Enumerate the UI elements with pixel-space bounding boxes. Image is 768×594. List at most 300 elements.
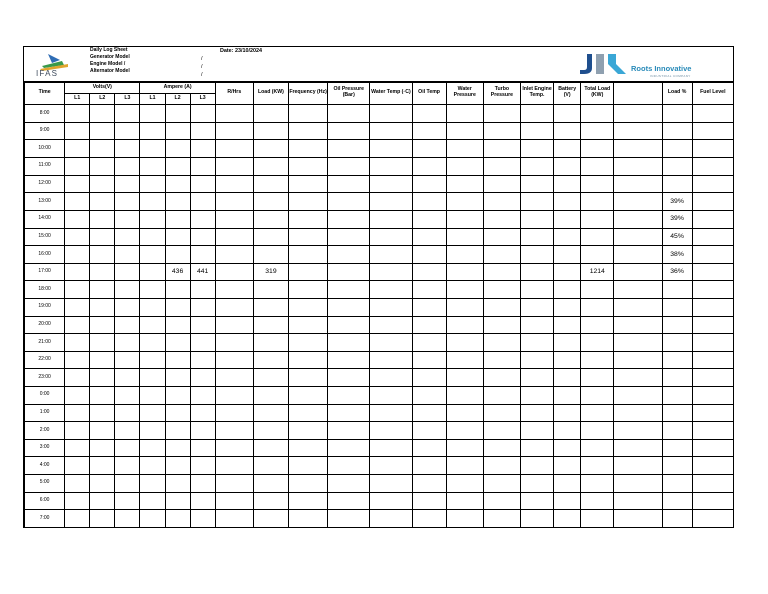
cell-load-kw[interactable] (253, 281, 288, 299)
cell-total-load[interactable] (581, 510, 614, 528)
cell-oil-temp[interactable] (412, 457, 446, 475)
cell-v-l1[interactable] (65, 175, 90, 193)
cell-v-l2[interactable] (90, 334, 115, 352)
cell-turbo-pressure[interactable] (483, 404, 520, 422)
cell-water-pressure[interactable] (446, 246, 483, 264)
cell-fuel-level[interactable] (692, 457, 733, 475)
cell-rhrs[interactable] (215, 105, 253, 123)
cell-oil-pressure[interactable] (328, 210, 370, 228)
cell-water-temp[interactable] (370, 334, 412, 352)
cell-battery[interactable] (554, 510, 581, 528)
cell-a-l1[interactable] (140, 422, 165, 440)
cell-blank[interactable] (614, 492, 662, 510)
cell-v-l3[interactable] (115, 228, 140, 246)
cell-oil-pressure[interactable] (328, 122, 370, 140)
cell-frequency[interactable] (289, 175, 328, 193)
cell-v-l2[interactable] (90, 263, 115, 281)
cell-frequency[interactable] (289, 246, 328, 264)
cell-blank[interactable] (614, 158, 662, 176)
cell-water-pressure[interactable] (446, 422, 483, 440)
cell-a-l3[interactable] (190, 228, 215, 246)
cell-a-l2[interactable] (165, 210, 190, 228)
cell-oil-temp[interactable] (412, 228, 446, 246)
cell-total-load[interactable] (581, 193, 614, 211)
cell-a-l2[interactable] (165, 158, 190, 176)
cell-fuel-level[interactable] (692, 386, 733, 404)
cell-v-l2[interactable] (90, 386, 115, 404)
cell-load-pct[interactable] (662, 422, 692, 440)
cell-v-l2[interactable] (90, 316, 115, 334)
cell-fuel-level[interactable] (692, 228, 733, 246)
cell-battery[interactable] (554, 281, 581, 299)
cell-v-l2[interactable] (90, 369, 115, 387)
cell-a-l3[interactable] (190, 475, 215, 493)
cell-battery[interactable] (554, 457, 581, 475)
cell-total-load[interactable] (581, 140, 614, 158)
cell-inlet-engine-temp[interactable] (520, 351, 553, 369)
cell-fuel-level[interactable] (692, 105, 733, 123)
cell-a-l2[interactable] (165, 492, 190, 510)
cell-blank[interactable] (614, 228, 662, 246)
cell-a-l3[interactable] (190, 316, 215, 334)
cell-rhrs[interactable] (215, 158, 253, 176)
cell-v-l1[interactable] (65, 281, 90, 299)
cell-load-pct[interactable]: 39% (662, 210, 692, 228)
cell-a-l3[interactable] (190, 457, 215, 475)
cell-inlet-engine-temp[interactable] (520, 122, 553, 140)
cell-water-temp[interactable] (370, 316, 412, 334)
cell-a-l3[interactable] (190, 193, 215, 211)
cell-fuel-level[interactable] (692, 193, 733, 211)
cell-load-kw[interactable] (253, 510, 288, 528)
cell-a-l1[interactable] (140, 334, 165, 352)
cell-v-l1[interactable] (65, 158, 90, 176)
cell-frequency[interactable] (289, 422, 328, 440)
cell-load-pct[interactable] (662, 510, 692, 528)
cell-fuel-level[interactable] (692, 210, 733, 228)
cell-blank[interactable] (614, 246, 662, 264)
cell-battery[interactable] (554, 246, 581, 264)
cell-v-l3[interactable] (115, 246, 140, 264)
cell-oil-temp[interactable] (412, 439, 446, 457)
cell-oil-pressure[interactable] (328, 193, 370, 211)
cell-battery[interactable] (554, 334, 581, 352)
cell-blank[interactable] (614, 369, 662, 387)
cell-rhrs[interactable] (215, 386, 253, 404)
cell-oil-pressure[interactable] (328, 263, 370, 281)
cell-load-kw[interactable] (253, 404, 288, 422)
cell-load-pct[interactable] (662, 351, 692, 369)
cell-total-load[interactable] (581, 369, 614, 387)
cell-a-l3[interactable] (190, 298, 215, 316)
cell-oil-temp[interactable] (412, 122, 446, 140)
cell-fuel-level[interactable] (692, 263, 733, 281)
cell-fuel-level[interactable] (692, 246, 733, 264)
cell-v-l1[interactable] (65, 351, 90, 369)
cell-a-l2[interactable] (165, 140, 190, 158)
cell-v-l2[interactable] (90, 298, 115, 316)
cell-total-load[interactable] (581, 404, 614, 422)
cell-a-l2[interactable] (165, 422, 190, 440)
cell-frequency[interactable] (289, 298, 328, 316)
cell-oil-pressure[interactable] (328, 158, 370, 176)
cell-v-l3[interactable] (115, 281, 140, 299)
cell-oil-pressure[interactable] (328, 246, 370, 264)
cell-blank[interactable] (614, 422, 662, 440)
cell-a-l2[interactable] (165, 228, 190, 246)
cell-total-load[interactable] (581, 422, 614, 440)
cell-total-load[interactable] (581, 122, 614, 140)
cell-battery[interactable] (554, 404, 581, 422)
cell-a-l1[interactable] (140, 351, 165, 369)
cell-rhrs[interactable] (215, 246, 253, 264)
cell-frequency[interactable] (289, 369, 328, 387)
cell-inlet-engine-temp[interactable] (520, 334, 553, 352)
cell-inlet-engine-temp[interactable] (520, 263, 553, 281)
cell-frequency[interactable] (289, 386, 328, 404)
cell-a-l2[interactable] (165, 281, 190, 299)
cell-a-l1[interactable] (140, 404, 165, 422)
cell-frequency[interactable] (289, 158, 328, 176)
cell-load-pct[interactable] (662, 105, 692, 123)
cell-total-load[interactable] (581, 210, 614, 228)
cell-v-l2[interactable] (90, 175, 115, 193)
cell-total-load[interactable] (581, 316, 614, 334)
cell-oil-temp[interactable] (412, 510, 446, 528)
cell-water-temp[interactable] (370, 281, 412, 299)
cell-v-l2[interactable] (90, 422, 115, 440)
cell-total-load[interactable] (581, 386, 614, 404)
cell-water-temp[interactable] (370, 246, 412, 264)
cell-blank[interactable] (614, 439, 662, 457)
cell-battery[interactable] (554, 351, 581, 369)
cell-oil-temp[interactable] (412, 158, 446, 176)
cell-blank[interactable] (614, 175, 662, 193)
cell-turbo-pressure[interactable] (483, 316, 520, 334)
cell-inlet-engine-temp[interactable] (520, 422, 553, 440)
cell-water-temp[interactable] (370, 193, 412, 211)
cell-a-l2[interactable] (165, 351, 190, 369)
cell-oil-temp[interactable] (412, 210, 446, 228)
cell-oil-temp[interactable] (412, 369, 446, 387)
cell-rhrs[interactable] (215, 351, 253, 369)
cell-a-l2[interactable] (165, 457, 190, 475)
cell-v-l3[interactable] (115, 475, 140, 493)
cell-battery[interactable] (554, 193, 581, 211)
cell-v-l3[interactable] (115, 334, 140, 352)
cell-load-kw[interactable] (253, 246, 288, 264)
cell-rhrs[interactable] (215, 510, 253, 528)
cell-oil-temp[interactable] (412, 422, 446, 440)
cell-oil-temp[interactable] (412, 175, 446, 193)
cell-frequency[interactable] (289, 457, 328, 475)
cell-v-l2[interactable] (90, 228, 115, 246)
cell-battery[interactable] (554, 298, 581, 316)
cell-frequency[interactable] (289, 334, 328, 352)
cell-blank[interactable] (614, 281, 662, 299)
cell-total-load[interactable]: 1214 (581, 263, 614, 281)
cell-v-l3[interactable] (115, 210, 140, 228)
cell-frequency[interactable] (289, 510, 328, 528)
cell-battery[interactable] (554, 492, 581, 510)
cell-a-l3[interactable] (190, 351, 215, 369)
cell-rhrs[interactable] (215, 263, 253, 281)
cell-v-l3[interactable] (115, 298, 140, 316)
cell-battery[interactable] (554, 422, 581, 440)
cell-oil-pressure[interactable] (328, 316, 370, 334)
cell-load-pct[interactable] (662, 492, 692, 510)
cell-v-l2[interactable] (90, 439, 115, 457)
cell-fuel-level[interactable] (692, 140, 733, 158)
cell-fuel-level[interactable] (692, 404, 733, 422)
cell-total-load[interactable] (581, 246, 614, 264)
cell-turbo-pressure[interactable] (483, 457, 520, 475)
cell-inlet-engine-temp[interactable] (520, 105, 553, 123)
cell-water-temp[interactable] (370, 422, 412, 440)
cell-battery[interactable] (554, 369, 581, 387)
cell-blank[interactable] (614, 105, 662, 123)
cell-a-l1[interactable] (140, 246, 165, 264)
cell-fuel-level[interactable] (692, 510, 733, 528)
cell-oil-temp[interactable] (412, 351, 446, 369)
cell-v-l3[interactable] (115, 404, 140, 422)
cell-total-load[interactable] (581, 457, 614, 475)
cell-a-l3[interactable] (190, 122, 215, 140)
cell-rhrs[interactable] (215, 298, 253, 316)
cell-fuel-level[interactable] (692, 281, 733, 299)
cell-a-l2[interactable] (165, 510, 190, 528)
cell-load-pct[interactable] (662, 281, 692, 299)
cell-a-l1[interactable] (140, 228, 165, 246)
cell-load-pct[interactable] (662, 140, 692, 158)
cell-v-l2[interactable] (90, 105, 115, 123)
cell-rhrs[interactable] (215, 228, 253, 246)
cell-a-l2[interactable] (165, 193, 190, 211)
cell-oil-pressure[interactable] (328, 386, 370, 404)
cell-v-l3[interactable] (115, 175, 140, 193)
cell-rhrs[interactable] (215, 475, 253, 493)
cell-load-kw[interactable] (253, 439, 288, 457)
cell-water-pressure[interactable] (446, 439, 483, 457)
cell-water-pressure[interactable] (446, 510, 483, 528)
cell-a-l3[interactable] (190, 492, 215, 510)
cell-v-l3[interactable] (115, 386, 140, 404)
cell-load-kw[interactable] (253, 386, 288, 404)
cell-load-kw[interactable] (253, 228, 288, 246)
cell-water-temp[interactable] (370, 351, 412, 369)
cell-oil-pressure[interactable] (328, 457, 370, 475)
cell-fuel-level[interactable] (692, 158, 733, 176)
cell-fuel-level[interactable] (692, 439, 733, 457)
cell-battery[interactable] (554, 105, 581, 123)
cell-turbo-pressure[interactable] (483, 475, 520, 493)
cell-turbo-pressure[interactable] (483, 439, 520, 457)
cell-battery[interactable] (554, 210, 581, 228)
cell-v-l3[interactable] (115, 351, 140, 369)
cell-v-l1[interactable] (65, 316, 90, 334)
cell-total-load[interactable] (581, 298, 614, 316)
cell-frequency[interactable] (289, 351, 328, 369)
cell-a-l1[interactable] (140, 281, 165, 299)
cell-water-pressure[interactable] (446, 351, 483, 369)
cell-load-pct[interactable] (662, 334, 692, 352)
cell-a-l1[interactable] (140, 175, 165, 193)
cell-frequency[interactable] (289, 475, 328, 493)
cell-water-pressure[interactable] (446, 210, 483, 228)
cell-oil-temp[interactable] (412, 492, 446, 510)
cell-turbo-pressure[interactable] (483, 175, 520, 193)
cell-rhrs[interactable] (215, 122, 253, 140)
cell-load-kw[interactable] (253, 210, 288, 228)
cell-turbo-pressure[interactable] (483, 492, 520, 510)
cell-water-pressure[interactable] (446, 158, 483, 176)
cell-v-l3[interactable] (115, 510, 140, 528)
cell-inlet-engine-temp[interactable] (520, 510, 553, 528)
cell-blank[interactable] (614, 263, 662, 281)
cell-rhrs[interactable] (215, 369, 253, 387)
cell-blank[interactable] (614, 457, 662, 475)
cell-oil-pressure[interactable] (328, 422, 370, 440)
cell-blank[interactable] (614, 334, 662, 352)
cell-water-pressure[interactable] (446, 298, 483, 316)
cell-load-pct[interactable]: 45% (662, 228, 692, 246)
cell-rhrs[interactable] (215, 140, 253, 158)
cell-turbo-pressure[interactable] (483, 122, 520, 140)
cell-v-l3[interactable] (115, 122, 140, 140)
cell-v-l3[interactable] (115, 316, 140, 334)
cell-v-l3[interactable] (115, 439, 140, 457)
cell-oil-temp[interactable] (412, 193, 446, 211)
cell-water-temp[interactable] (370, 439, 412, 457)
cell-a-l2[interactable]: 436 (165, 263, 190, 281)
cell-a-l2[interactable] (165, 369, 190, 387)
cell-oil-temp[interactable] (412, 246, 446, 264)
cell-a-l3[interactable] (190, 369, 215, 387)
cell-frequency[interactable] (289, 281, 328, 299)
cell-fuel-level[interactable] (692, 316, 733, 334)
cell-total-load[interactable] (581, 351, 614, 369)
cell-rhrs[interactable] (215, 422, 253, 440)
cell-v-l1[interactable] (65, 475, 90, 493)
cell-water-pressure[interactable] (446, 457, 483, 475)
cell-water-temp[interactable] (370, 175, 412, 193)
cell-a-l1[interactable] (140, 210, 165, 228)
cell-water-pressure[interactable] (446, 105, 483, 123)
cell-load-kw[interactable] (253, 193, 288, 211)
cell-water-temp[interactable] (370, 158, 412, 176)
cell-frequency[interactable] (289, 210, 328, 228)
cell-a-l2[interactable] (165, 439, 190, 457)
cell-v-l1[interactable] (65, 510, 90, 528)
cell-frequency[interactable] (289, 193, 328, 211)
cell-inlet-engine-temp[interactable] (520, 281, 553, 299)
cell-rhrs[interactable] (215, 404, 253, 422)
cell-a-l1[interactable] (140, 316, 165, 334)
cell-load-kw[interactable] (253, 334, 288, 352)
cell-v-l1[interactable] (65, 105, 90, 123)
cell-load-pct[interactable] (662, 457, 692, 475)
cell-a-l1[interactable] (140, 457, 165, 475)
cell-battery[interactable] (554, 228, 581, 246)
cell-total-load[interactable] (581, 281, 614, 299)
cell-turbo-pressure[interactable] (483, 386, 520, 404)
cell-oil-temp[interactable] (412, 105, 446, 123)
cell-frequency[interactable] (289, 316, 328, 334)
cell-turbo-pressure[interactable] (483, 105, 520, 123)
cell-water-temp[interactable] (370, 105, 412, 123)
cell-water-pressure[interactable] (446, 492, 483, 510)
cell-water-pressure[interactable] (446, 281, 483, 299)
cell-water-temp[interactable] (370, 263, 412, 281)
cell-v-l1[interactable] (65, 140, 90, 158)
cell-water-pressure[interactable] (446, 122, 483, 140)
cell-battery[interactable] (554, 316, 581, 334)
cell-fuel-level[interactable] (692, 351, 733, 369)
cell-oil-temp[interactable] (412, 475, 446, 493)
cell-total-load[interactable] (581, 228, 614, 246)
cell-v-l1[interactable] (65, 492, 90, 510)
cell-load-kw[interactable] (253, 175, 288, 193)
cell-load-kw[interactable] (253, 316, 288, 334)
cell-inlet-engine-temp[interactable] (520, 316, 553, 334)
cell-water-pressure[interactable] (446, 193, 483, 211)
cell-blank[interactable] (614, 510, 662, 528)
cell-load-kw[interactable] (253, 369, 288, 387)
cell-water-temp[interactable] (370, 140, 412, 158)
cell-a-l1[interactable] (140, 475, 165, 493)
cell-inlet-engine-temp[interactable] (520, 475, 553, 493)
cell-load-pct[interactable] (662, 439, 692, 457)
cell-turbo-pressure[interactable] (483, 422, 520, 440)
cell-v-l2[interactable] (90, 140, 115, 158)
cell-v-l3[interactable] (115, 492, 140, 510)
cell-inlet-engine-temp[interactable] (520, 492, 553, 510)
cell-water-pressure[interactable] (446, 404, 483, 422)
cell-blank[interactable] (614, 210, 662, 228)
cell-v-l1[interactable] (65, 298, 90, 316)
cell-frequency[interactable] (289, 404, 328, 422)
cell-battery[interactable] (554, 158, 581, 176)
cell-v-l1[interactable] (65, 263, 90, 281)
cell-v-l3[interactable] (115, 263, 140, 281)
cell-v-l2[interactable] (90, 210, 115, 228)
cell-turbo-pressure[interactable] (483, 369, 520, 387)
cell-fuel-level[interactable] (692, 334, 733, 352)
cell-frequency[interactable] (289, 105, 328, 123)
cell-load-pct[interactable] (662, 175, 692, 193)
cell-inlet-engine-temp[interactable] (520, 386, 553, 404)
cell-v-l2[interactable] (90, 158, 115, 176)
cell-total-load[interactable] (581, 475, 614, 493)
cell-a-l2[interactable] (165, 316, 190, 334)
cell-turbo-pressure[interactable] (483, 510, 520, 528)
cell-v-l1[interactable] (65, 369, 90, 387)
cell-a-l1[interactable] (140, 369, 165, 387)
cell-a-l3[interactable] (190, 422, 215, 440)
cell-inlet-engine-temp[interactable] (520, 193, 553, 211)
cell-load-pct[interactable] (662, 158, 692, 176)
cell-load-pct[interactable]: 36% (662, 263, 692, 281)
cell-battery[interactable] (554, 122, 581, 140)
cell-v-l1[interactable] (65, 404, 90, 422)
cell-water-temp[interactable] (370, 492, 412, 510)
cell-a-l3[interactable] (190, 510, 215, 528)
cell-blank[interactable] (614, 475, 662, 493)
cell-load-kw[interactable] (253, 105, 288, 123)
cell-a-l2[interactable] (165, 475, 190, 493)
cell-load-kw[interactable] (253, 475, 288, 493)
cell-oil-temp[interactable] (412, 298, 446, 316)
